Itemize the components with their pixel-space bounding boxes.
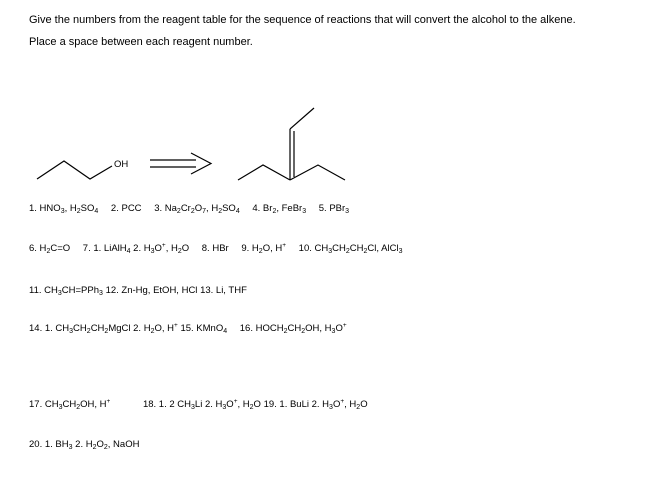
alkene-methyl <box>290 108 314 129</box>
reagent-13: 13. Li, THF <box>200 285 247 296</box>
reagent-2: 2. PCC <box>110 203 142 214</box>
reaction-arrow-icon <box>150 153 211 174</box>
reagent-19: 19. 1. BuLi 2. $H_3O^+$, $H_2O$ <box>263 398 368 411</box>
reagent-17: 17. $CH_3CH_2OH$, H+ <box>29 398 111 411</box>
reagent-11: 11. $CH_3CH=PPh_3$ <box>29 285 103 297</box>
alkene-left-ethyl <box>238 165 290 180</box>
reagent-12: 12. Zn-Hg, EtOH, HCl <box>105 285 198 296</box>
reagent-14: 14. 1. $CH_3CH_2CH_2MgCl$ 2. $H_2O$, H+ <box>29 322 178 335</box>
instruction-line-2: Place a space between each reagent number. <box>29 36 253 48</box>
instruction-line-1: Give the numbers from the reagent table for the sequence of reactions that will convert the alcohol to the alkene. <box>29 14 576 26</box>
reagent-15: 15. KMnO$_4$ <box>180 323 228 335</box>
reagent-1: 1. $HNO_3$, $H_2SO_4$ <box>29 203 99 215</box>
propanol-skeleton <box>37 161 112 179</box>
reagent-9: 9. $H_2O$, H+ <box>241 242 287 255</box>
reagent-18: 18. 1. 2 $CH_3Li$ 2. $H_3O^+$, $H_2O$ <box>142 398 261 411</box>
reagent-row-4 <box>29 322 347 336</box>
reagent-row-3 <box>29 284 247 298</box>
reagent-7: 7. 1. LiAlH$_4$ 2. $H_3O^+$, $H_2O$ <box>82 242 190 255</box>
reagent-8: 8. HBr <box>201 243 229 254</box>
reagent-row-1 <box>29 202 349 216</box>
reagent-4: 4. $Br_2$, FeBr$_3$ <box>252 203 307 215</box>
alkene-structure <box>238 108 345 180</box>
alkene-right-ethyl <box>290 165 345 180</box>
reaction-scheme <box>0 95 652 195</box>
reagent-3: 3. $Na_2Cr_2O_7$, $H_2SO_4$ <box>154 203 240 215</box>
reagent-row-5 <box>29 398 368 412</box>
reagent-20: 20. 1. $BH_3$ 2. $H_2O_2$, NaOH <box>29 439 140 451</box>
reagent-row-2 <box>29 242 402 256</box>
reagent-row-6 <box>29 438 139 452</box>
hydroxyl-label: OH <box>114 159 129 170</box>
propanol-structure <box>37 161 112 179</box>
reagent-16: 16. $HOCH_2CH_2OH$, $H_3O^+$ <box>239 322 347 335</box>
reagent-5: 5. PBr$_3$ <box>318 203 350 215</box>
reagent-6: 6. $H_2C=O$ <box>29 243 71 255</box>
reagent-10: 10. $CH_3CH_2CH_2Cl$, AlCl$_3$ <box>298 243 403 255</box>
